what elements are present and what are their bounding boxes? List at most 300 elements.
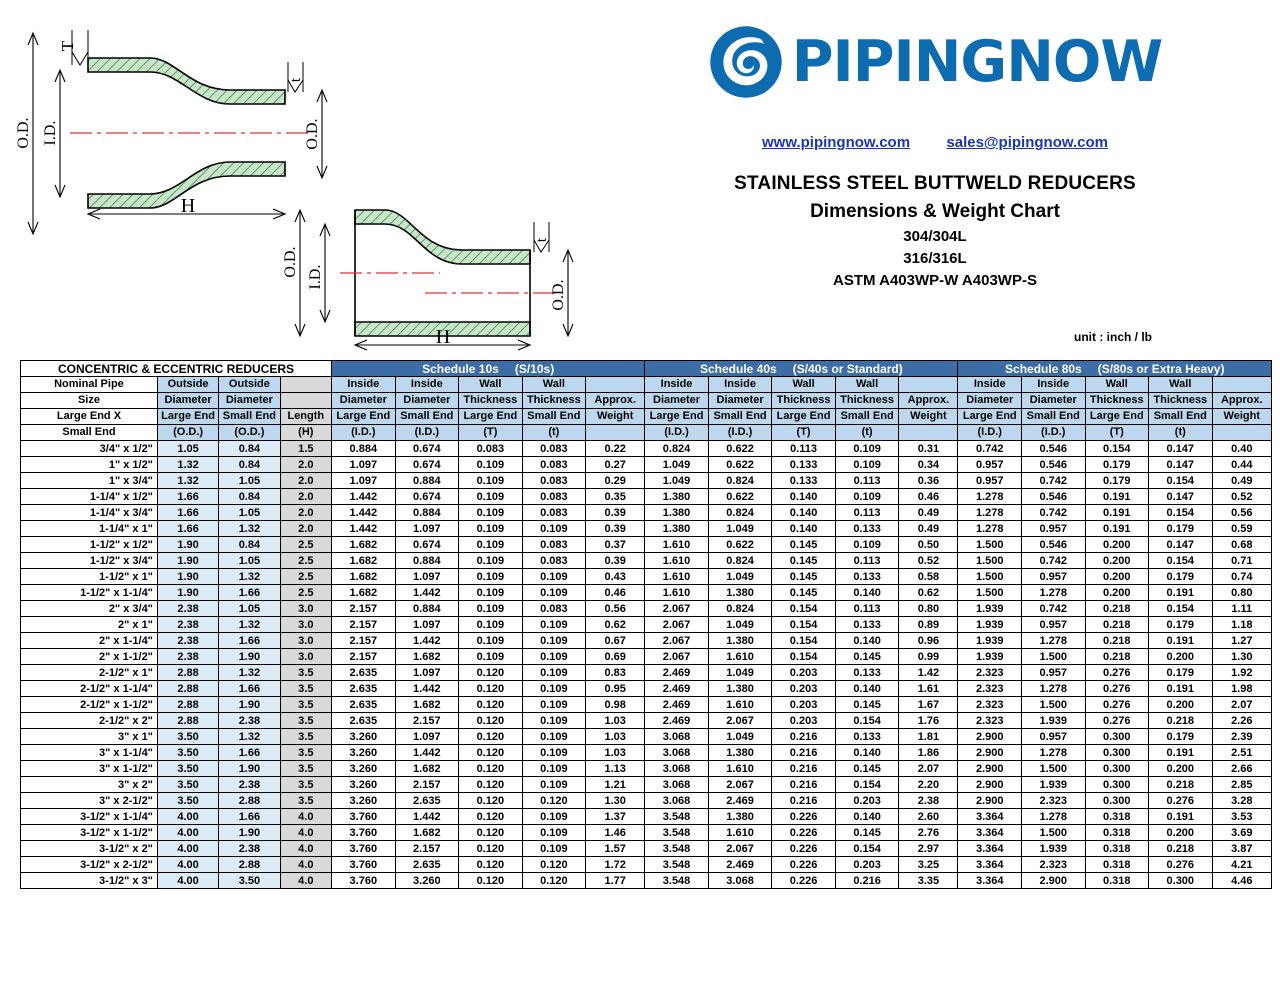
table-cell: 0.226 [772, 873, 836, 889]
document-header [0, 0, 1280, 360]
table-cell: 0.216 [835, 873, 899, 889]
table-cell: 0.147 [1149, 537, 1213, 553]
table-cell: 1.90 [219, 697, 280, 713]
column-header-cell: (I.D.) [395, 425, 459, 441]
table-cell: 1.5 [280, 441, 331, 457]
column-header-cell: Small End [522, 409, 586, 425]
table-cell: 1.380 [708, 681, 772, 697]
table-cell: 0.674 [395, 537, 459, 553]
table-cell: 0.109 [459, 569, 523, 585]
table-cell: 2.157 [332, 649, 396, 665]
column-header-cell: Diameter [958, 393, 1022, 409]
column-header-cell: Diameter [395, 393, 459, 409]
column-header-row [21, 425, 1272, 441]
table-cell: 0.226 [772, 825, 836, 841]
contact-links [590, 134, 1280, 151]
table-cell: 0.39 [586, 505, 645, 521]
cell-nominal-size: 3-1/2" x 2-1/2" [21, 857, 158, 873]
cell-nominal-size: 3" x 1-1/2" [21, 761, 158, 777]
table-cell: 1.682 [395, 761, 459, 777]
table-cell: 2.323 [958, 697, 1022, 713]
table-cell: 2.067 [708, 777, 772, 793]
table-cell: 0.154 [772, 601, 836, 617]
table-cell: 0.216 [772, 793, 836, 809]
column-header-cell: Wall [522, 377, 586, 393]
table-cell: 0.957 [1022, 521, 1086, 537]
table-cell: 0.69 [586, 649, 645, 665]
column-header-cell: (T) [1085, 425, 1149, 441]
column-header-cell: Small End [1149, 409, 1213, 425]
table-cell: 2.0 [280, 505, 331, 521]
table-cell: 1.278 [1022, 809, 1086, 825]
table-cell: 0.140 [835, 745, 899, 761]
column-header-cell: Thickness [1149, 393, 1213, 409]
table-cell: 2.66 [1212, 761, 1271, 777]
table-cell: 0.318 [1085, 825, 1149, 841]
cell-nominal-size: 3-1/2" x 3" [21, 873, 158, 889]
table-cell: 0.140 [772, 521, 836, 537]
table-cell: 0.109 [459, 649, 523, 665]
table-cell: 1.500 [958, 553, 1022, 569]
table-cell: 3.5 [280, 745, 331, 761]
table-cell: 0.46 [899, 489, 958, 505]
table-cell: 0.40 [1212, 441, 1271, 457]
table-cell: 0.68 [1212, 537, 1271, 553]
table-cell: 0.36 [899, 473, 958, 489]
table-cell: 3.87 [1212, 841, 1271, 857]
column-header-cell: Diameter [708, 393, 772, 409]
table-cell: 2.38 [157, 601, 218, 617]
table-cell: 1.097 [332, 473, 396, 489]
table-cell: 0.120 [459, 681, 523, 697]
table-cell: 1.05 [219, 553, 280, 569]
table-cell: 3.5 [280, 729, 331, 745]
table-cell: 0.99 [899, 649, 958, 665]
table-cell: 1.76 [899, 713, 958, 729]
table-cell: 4.0 [280, 857, 331, 873]
table-cell: 0.824 [708, 601, 772, 617]
table-cell: 0.83 [586, 665, 645, 681]
table-cell: 0.109 [459, 505, 523, 521]
table-cell: 4.21 [1212, 857, 1271, 873]
table-cell: 0.59 [1212, 521, 1271, 537]
table-cell: 0.145 [772, 585, 836, 601]
pipingnow-logo-icon [708, 24, 784, 100]
cell-nominal-size: 1" x 1/2" [21, 457, 158, 473]
table-cell: 0.218 [1085, 601, 1149, 617]
table-cell: 0.083 [522, 505, 586, 521]
table-cell: 0.120 [459, 745, 523, 761]
table-cell: 0.742 [1022, 601, 1086, 617]
table-cell: 0.120 [459, 713, 523, 729]
table-cell: 0.318 [1085, 857, 1149, 873]
table-cell: 3.760 [332, 809, 396, 825]
column-header-cell: Size [21, 393, 158, 409]
table-cell: 2.39 [1212, 729, 1271, 745]
column-header-cell: Wall [835, 377, 899, 393]
table-cell: 0.120 [459, 665, 523, 681]
column-header-cell: Large End [157, 409, 218, 425]
table-cell: 2.157 [332, 617, 396, 633]
dimensions-weight-table [20, 360, 1272, 889]
table-cell: 0.84 [219, 457, 280, 473]
table-cell: 0.120 [459, 793, 523, 809]
table-cell: 2.38 [157, 649, 218, 665]
column-header-cell: Large End [772, 409, 836, 425]
table-row [21, 473, 1272, 489]
table-cell: 1.32 [219, 729, 280, 745]
table-cell: 2.51 [1212, 745, 1271, 761]
table-cell: 2.5 [280, 569, 331, 585]
column-header-cell: Small End [21, 425, 158, 441]
table-cell: 4.00 [157, 809, 218, 825]
table-cell: 1.32 [219, 569, 280, 585]
table-cell: 1.049 [708, 729, 772, 745]
table-cell: 0.226 [772, 857, 836, 873]
column-header-cell: Approx. [586, 393, 645, 409]
cell-nominal-size: 1-1/4" x 1" [21, 521, 158, 537]
table-cell: 1.278 [1022, 633, 1086, 649]
table-cell: 0.083 [522, 489, 586, 505]
table-cell: 0.109 [522, 841, 586, 857]
table-cell: 1.32 [219, 665, 280, 681]
standard-spec: ASTM A403WP-W A403WP-S [833, 272, 1037, 289]
table-cell: 2.97 [899, 841, 958, 857]
table-cell: 1.05 [219, 505, 280, 521]
column-header-row [21, 393, 1272, 409]
column-header-cell: (H) [280, 425, 331, 441]
table-cell: 0.083 [522, 457, 586, 473]
table-cell: 2.38 [157, 633, 218, 649]
table-cell: 3.068 [645, 729, 709, 745]
table-cell: 0.140 [772, 489, 836, 505]
column-header-cell: (O.D.) [219, 425, 280, 441]
table-cell: 3.0 [280, 617, 331, 633]
table-cell: 0.140 [772, 505, 836, 521]
table-cell: 2.067 [708, 841, 772, 857]
table-cell: 0.52 [899, 553, 958, 569]
table-cell: 0.200 [1085, 553, 1149, 569]
table-cell: 3.260 [332, 761, 396, 777]
table-cell: 3.068 [708, 873, 772, 889]
svg-text:O.D.: O.D. [15, 117, 32, 149]
table-row [21, 745, 1272, 761]
table-row [21, 649, 1272, 665]
table-cell: 3.5 [280, 713, 331, 729]
table-cell: 3.50 [219, 873, 280, 889]
table-cell: 0.147 [1149, 457, 1213, 473]
table-cell: 0.109 [522, 729, 586, 745]
table-cell: 0.109 [522, 585, 586, 601]
table-cell: 2.88 [157, 713, 218, 729]
table-cell: 1.90 [157, 553, 218, 569]
column-header-cell: Inside [395, 377, 459, 393]
column-header-cell: Nominal Pipe [21, 377, 158, 393]
cell-nominal-size: 2" x 1" [21, 617, 158, 633]
table-cell: 0.742 [1022, 505, 1086, 521]
table-cell: 0.300 [1085, 761, 1149, 777]
table-cell: 4.0 [280, 809, 331, 825]
table-cell: 1.049 [645, 457, 709, 473]
table-cell: 1.442 [395, 633, 459, 649]
table-cell: 0.300 [1149, 873, 1213, 889]
svg-text:O.D.: O.D. [550, 279, 567, 311]
table-cell: 1.42 [899, 665, 958, 681]
table-cell: 0.276 [1085, 681, 1149, 697]
column-header-row [21, 409, 1272, 425]
table-cell: 0.109 [459, 633, 523, 649]
table-cell: 0.120 [522, 857, 586, 873]
table-cell: 1.32 [219, 617, 280, 633]
table-cell: 2.20 [899, 777, 958, 793]
table-cell: 0.957 [958, 457, 1022, 473]
column-header-row [21, 377, 1272, 393]
table-cell: 1.442 [395, 681, 459, 697]
table-row [21, 505, 1272, 521]
brand-block [590, 10, 1280, 360]
table-cell: 1.049 [708, 617, 772, 633]
table-cell: 2.07 [1212, 697, 1271, 713]
table-cell: 2.900 [958, 745, 1022, 761]
table-cell: 1.049 [645, 473, 709, 489]
svg-text:I.D.: I.D. [42, 120, 59, 146]
table-cell: 0.546 [1022, 457, 1086, 473]
column-header-cell: Small End [708, 409, 772, 425]
table-cell: 0.203 [835, 793, 899, 809]
table-cell: 3.760 [332, 857, 396, 873]
table-row [21, 441, 1272, 457]
table-cell: 0.216 [772, 777, 836, 793]
table-cell: 1.500 [1022, 697, 1086, 713]
table-cell: 0.191 [1149, 585, 1213, 601]
cell-nominal-size: 3-1/2" x 2" [21, 841, 158, 857]
table-cell: 3.5 [280, 793, 331, 809]
table-cell: 0.179 [1149, 521, 1213, 537]
table-cell: 0.109 [459, 537, 523, 553]
table-cell: 0.109 [522, 697, 586, 713]
table-cell: 0.216 [772, 761, 836, 777]
table-cell: 0.56 [1212, 505, 1271, 521]
table-cell: 4.00 [157, 825, 218, 841]
table-cell: 0.113 [772, 441, 836, 457]
table-cell: 0.318 [1085, 841, 1149, 857]
table-cell: 2.469 [708, 793, 772, 809]
table-cell: 0.154 [1149, 553, 1213, 569]
column-header-cell: Wall [1085, 377, 1149, 393]
table-cell: 1.278 [1022, 585, 1086, 601]
table-cell: 0.957 [1022, 617, 1086, 633]
table-cell: 1.30 [1212, 649, 1271, 665]
table-cell: 0.145 [772, 537, 836, 553]
reducer-drawings [0, 0, 600, 360]
table-cell: 0.120 [459, 825, 523, 841]
table-cell: 1.610 [645, 553, 709, 569]
column-header-cell: Small End [1022, 409, 1086, 425]
table-cell: 1.11 [1212, 601, 1271, 617]
cell-nominal-size: 3-1/2" x 1-1/4" [21, 809, 158, 825]
table-cell: 0.216 [772, 745, 836, 761]
email-link[interactable]: sales@pipingnow.com [946, 134, 1108, 151]
table-row [21, 713, 1272, 729]
column-header-cell: Thickness [835, 393, 899, 409]
table-cell: 0.179 [1085, 457, 1149, 473]
table-row [21, 793, 1272, 809]
table-cell: 2.469 [645, 681, 709, 697]
cell-nominal-size: 2" x 1-1/4" [21, 633, 158, 649]
table-cell: 0.957 [1022, 729, 1086, 745]
table-cell: 2.76 [899, 825, 958, 841]
table-cell: 1.278 [1022, 681, 1086, 697]
table-cell: 0.203 [772, 665, 836, 681]
table-cell: 2.0 [280, 457, 331, 473]
table-cell: 0.083 [522, 473, 586, 489]
table-cell: 1.66 [219, 633, 280, 649]
table-cell: 0.546 [1022, 489, 1086, 505]
table-cell: 1.90 [219, 761, 280, 777]
column-header-cell: Inside [1022, 377, 1086, 393]
table-cell: 3.53 [1212, 809, 1271, 825]
table-cell: 0.120 [459, 761, 523, 777]
table-cell: 0.50 [899, 537, 958, 553]
column-header-cell: (t) [835, 425, 899, 441]
table-cell: 0.216 [772, 729, 836, 745]
table-cell: 2.5 [280, 537, 331, 553]
column-header-cell: Inside [958, 377, 1022, 393]
table-cell: 1.500 [1022, 825, 1086, 841]
table-cell: 0.742 [958, 441, 1022, 457]
column-header-cell [1212, 425, 1271, 441]
table-cell: 2.900 [958, 777, 1022, 793]
table-cell: 0.191 [1085, 521, 1149, 537]
table-cell: 1.682 [395, 649, 459, 665]
table-cell: 0.109 [835, 441, 899, 457]
table-cell: 3.068 [645, 777, 709, 793]
table-cell: 0.109 [459, 553, 523, 569]
table-cell: 4.0 [280, 841, 331, 857]
table-cell: 0.133 [835, 569, 899, 585]
table-cell: 1.32 [219, 521, 280, 537]
table-cell: 1.66 [157, 489, 218, 505]
table-row [21, 825, 1272, 841]
table-cell: 0.109 [522, 681, 586, 697]
website-link[interactable]: www.pipingnow.com [762, 134, 911, 151]
table-cell: 0.109 [459, 601, 523, 617]
table-cell: 1.049 [708, 665, 772, 681]
table-cell: 1.682 [332, 553, 396, 569]
column-header-cell: (I.D.) [1022, 425, 1086, 441]
column-header-cell: Weight [586, 409, 645, 425]
table-cell: 1.682 [332, 569, 396, 585]
table-cell: 0.218 [1149, 777, 1213, 793]
column-header-cell: Outside [219, 377, 280, 393]
table-cell: 0.200 [1085, 585, 1149, 601]
column-header-cell: Large End [332, 409, 396, 425]
table-cell: 0.84 [219, 537, 280, 553]
table-cell: 3.5 [280, 777, 331, 793]
table-row [21, 521, 1272, 537]
table-cell: 0.200 [1085, 537, 1149, 553]
table-cell: 0.140 [835, 809, 899, 825]
table-cell: 0.884 [395, 473, 459, 489]
column-header-cell: Approx. [1212, 393, 1271, 409]
svg-text:I.D.: I.D. [307, 264, 324, 290]
table-cell: 2.067 [708, 713, 772, 729]
table-cell: 2.60 [899, 809, 958, 825]
table-cell: 0.109 [459, 617, 523, 633]
table-cell: 0.44 [1212, 457, 1271, 473]
table-cell: 0.35 [586, 489, 645, 505]
cell-nominal-size: 1-1/2" x 3/4" [21, 553, 158, 569]
table-cell: 0.191 [1149, 681, 1213, 697]
table-cell: 3.364 [958, 873, 1022, 889]
column-header-cell: Thickness [772, 393, 836, 409]
table-cell: 2.157 [332, 601, 396, 617]
column-header-cell: Diameter [332, 393, 396, 409]
table-cell: 1.380 [708, 633, 772, 649]
svg-text:t: t [288, 77, 304, 83]
table-cell: 0.154 [1149, 473, 1213, 489]
table-cell: 2.469 [645, 697, 709, 713]
table-cell: 1.939 [958, 633, 1022, 649]
table-cell: 1.81 [899, 729, 958, 745]
table-cell: 1.57 [586, 841, 645, 857]
table-cell: 2.900 [958, 761, 1022, 777]
table-cell: 2.157 [395, 841, 459, 857]
table-cell: 2.900 [958, 793, 1022, 809]
table-cell: 4.00 [157, 841, 218, 857]
table-cell: 1.442 [395, 585, 459, 601]
column-header-cell: Thickness [459, 393, 523, 409]
table-cell: 0.58 [899, 569, 958, 585]
group-header-sch80 [958, 361, 1272, 377]
table-cell: 2.0 [280, 521, 331, 537]
table-cell: 0.27 [586, 457, 645, 473]
table-cell: 0.154 [772, 633, 836, 649]
cell-nominal-size: 2-1/2" x 1-1/2" [21, 697, 158, 713]
table-cell: 0.276 [1149, 857, 1213, 873]
table-cell: 1.90 [157, 585, 218, 601]
table-cell: 0.109 [522, 569, 586, 585]
table-cell: 0.62 [899, 585, 958, 601]
cell-nominal-size: 1-1/4" x 1/2" [21, 489, 158, 505]
table-cell: 2.88 [219, 793, 280, 809]
table-cell: 0.145 [772, 553, 836, 569]
table-cell: 3.760 [332, 841, 396, 857]
cell-nominal-size: 1-1/4" x 3/4" [21, 505, 158, 521]
table-cell: 0.154 [772, 649, 836, 665]
table-cell: 2.07 [899, 761, 958, 777]
cell-nominal-size: 1" x 3/4" [21, 473, 158, 489]
table-cell: 2.635 [395, 793, 459, 809]
table-cell: 0.145 [835, 825, 899, 841]
table-cell: 0.109 [522, 809, 586, 825]
table-cell: 0.276 [1149, 793, 1213, 809]
table-cell: 3.0 [280, 649, 331, 665]
table-cell: 0.109 [522, 665, 586, 681]
table-cell: 2.38 [219, 841, 280, 857]
column-header-cell: Large End X [21, 409, 158, 425]
table-cell: 0.191 [1085, 489, 1149, 505]
table-cell: 2.88 [157, 665, 218, 681]
table-cell: 0.109 [522, 777, 586, 793]
table-row [21, 585, 1272, 601]
table-cell: 0.884 [332, 441, 396, 457]
table-row [21, 761, 1272, 777]
table-cell: 0.120 [459, 809, 523, 825]
table-cell: 1.682 [332, 585, 396, 601]
table-cell: 0.203 [772, 697, 836, 713]
table-cell: 0.191 [1149, 809, 1213, 825]
